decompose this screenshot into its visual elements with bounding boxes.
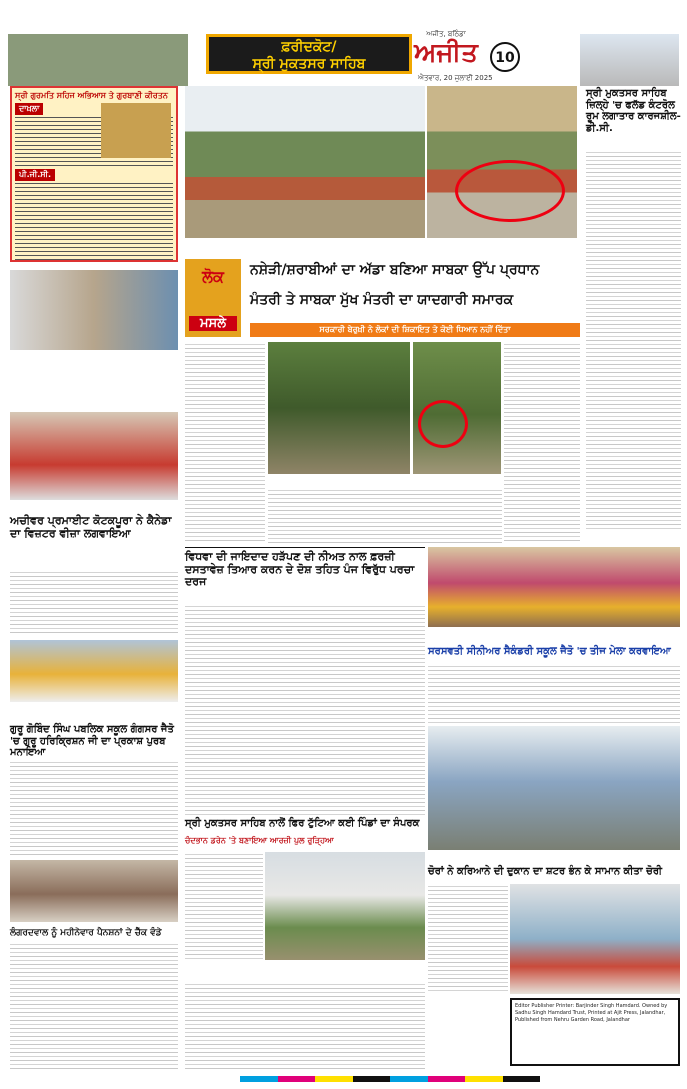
bridge-text-col2 xyxy=(185,982,425,1070)
main-story-col2 xyxy=(268,488,502,544)
teej-headline: ਸਰਸਵਤੀ ਸੀਨੀਅਰ ਸੈਕੰਡਰੀ ਸਕੂਲ ਜੈਤੋ 'ਚ ਤੀਜ ਮੇਲਾ ਕਰਵਾਇਆ xyxy=(428,646,671,657)
main-subhead: ਸਰਕਾਰੀ ਬੇਰੁਖ਼ੀ ਨੇ ਲੋਕਾਂ ਦੀ ਸ਼ਿਕਾਇਤ ਤੇ ਕੋਈ ਧਿਆਨ ਨਹੀਂ ਦਿੱਤਾ xyxy=(250,323,580,337)
teej-text xyxy=(428,664,680,724)
advertisement xyxy=(10,86,178,262)
langar-photo xyxy=(10,860,178,922)
achiever-text xyxy=(10,570,178,634)
achiever-headline: ਅਚੀਵਰ ਪ੍ਰਮਾਈਟ ਕੋਟਕਪੂਰਾ ਨੇ ਕੈਨੇਡਾ ਦਾ ਵਿਜ਼ਟਰ ਵੀਜ਼ਾ ਲਗਵਾਇਆ xyxy=(10,514,172,540)
highlight-circle xyxy=(455,160,565,222)
lok-label: ਲੋਕ xyxy=(202,267,224,286)
ac-repair-caption xyxy=(10,352,178,410)
section-title xyxy=(206,34,412,74)
shop-photo xyxy=(510,884,680,994)
ac-repair-photo xyxy=(10,270,178,350)
bridge-caption xyxy=(265,962,425,980)
color-registration-bar xyxy=(240,1076,540,1082)
ad-body-text-2 xyxy=(15,183,173,263)
divider xyxy=(185,547,425,548)
langar-headline: ਲੰਗਰਦਵਾਲ ਨੂੰ ਮਹੀਨੇਵਾਰ ਪੈਨਸ਼ਨਾਂ ਦੇ ਚੈੱਕ ਵੰਡੇ xyxy=(10,928,162,938)
guru-school-photo xyxy=(10,640,178,702)
right-headline: ਸ੍ਰੀ ਮੁਕਤਸਰ ਸਾਹਿਬ ਜ਼ਿਲ੍ਹੇ 'ਚ ਫਲੱਡ ਕੰਟਰੋਲ ਰੂਮ ਲਗਾਤਾਰ ਕਾਰਜਸ਼ੀਲ-ਡੀ.ਸੀ. xyxy=(586,88,681,134)
main-story-col4 xyxy=(504,342,580,544)
main-headline-2: ਮੰਤਰੀ ਤੇ ਸਾਬਕਾ ਮੁੱਖ ਮੰਤਰੀ ਦਾ ਯਾਦਗਾਰੀ ਸਮਾਰਕ xyxy=(250,292,514,308)
selfie-caption xyxy=(428,852,680,862)
ad-photo xyxy=(101,103,171,158)
lok-masle-badge xyxy=(185,259,241,337)
overgrowth-photo-1 xyxy=(268,342,410,474)
section-title-line1: ਫ਼ਰੀਦਕੋਟ/ xyxy=(281,39,337,55)
achiever-photo xyxy=(10,412,178,500)
achiever-caption xyxy=(10,502,178,512)
brand xyxy=(410,30,482,76)
bridge-subhead: ਚੰਦਭਾਨ ਡਰੇਨ 'ਤੇ ਬਣਾਇਆ ਆਰਜ਼ੀ ਪੁਲ ਰੁੜ੍ਹਿਆ xyxy=(185,836,334,845)
guru-school-caption xyxy=(10,704,178,720)
theft-headline: ਚੋਰਾਂ ਨੇ ਕਰਿਆਨੇ ਦੀ ਦੁਕਾਨ ਦਾ ਸ਼ਟਰ ਭੰਨ ਕੇ ਸਾਮਾਨ ਕੀਤਾ ਚੋਰੀ xyxy=(428,866,663,877)
widow-headline: ਵਿਧਵਾ ਦੀ ਜਾਇਦਾਦ ਹੜੱਪਣ ਦੀ ਨੀਅਤ ਨਾਲ ਫ਼ਰਜ਼ੀ ਦਸਤਾਵੇਜ਼ ਤਿਆਰ ਕਰਨ ਦੇ ਦੋਸ਼ ਤਹਿਤ ਪੰਜ ਵਿਰੁੱਧ ਪਰਚਾ ਦਰਜ xyxy=(185,550,415,589)
memorial-photo-1 xyxy=(185,86,425,238)
issue-date: ਐਤਵਾਰ, 20 ਜੁਲਾਈ 2025 xyxy=(418,74,493,82)
teej-photo xyxy=(428,547,680,627)
masle-label: ਮਸਲੇ xyxy=(189,316,237,331)
theft-text xyxy=(428,884,508,994)
teej-caption xyxy=(428,628,680,642)
guru-text xyxy=(10,760,178,858)
highlight-circle-2 xyxy=(418,400,468,448)
ad-tag: ਦਾਖ਼ਲਾ xyxy=(15,103,43,115)
main-story-col1 xyxy=(185,342,265,544)
imprint-box xyxy=(510,998,680,1066)
bridge-photo xyxy=(265,852,425,960)
main-headline-1: ਨਸ਼ੇੜੀ/ਸ਼ਰਾਬੀਆਂ ਦਾ ਅੱਡਾ ਬਣਿਆ ਸਾਬਕਾ ਉੱਪ ਪ੍ਰਧਾਨ xyxy=(250,262,540,278)
ad-label: ਪੀ.ਜੀ.ਸੀ. xyxy=(15,169,55,181)
widow-text xyxy=(185,604,425,816)
selfie-photo xyxy=(428,726,680,850)
ad-title: ਸ੍ਰੀ ਗੁਰਮਤਿ ਸਹਿਜ ਅਭਿਆਸ ਤੇ ਗੁਰਬਾਣੀ ਕੀਰਤਨ xyxy=(15,91,168,100)
guru-headline: ਗੁਰੂ ਗੋਬਿੰਦ ਸਿੰਘ ਪਬਲਿਕ ਸਕੂਲ ਗੰਗਸਰ ਜੈਤੋ 'ਚ ਗੁਰੂ ਹਰਿਕ੍ਰਿਸ਼ਨ ਜੀ ਦਾ ਪ੍ਰਕਾਸ਼ ਪੁਰਬ ਮਨਾਇਆ xyxy=(10,724,174,758)
brand-edition: ਅਜੀਤ, ਬਠਿੰਡਾ xyxy=(426,30,466,38)
brand-logo: ਅਜੀਤ xyxy=(414,38,478,68)
right-story-text xyxy=(586,150,681,530)
overgrowth-caption xyxy=(268,476,502,486)
masthead-photo-left xyxy=(8,34,188,86)
prepress-strip xyxy=(0,0,687,10)
langar-text xyxy=(10,942,178,1070)
page-number: 10 xyxy=(490,42,520,72)
imprint-text: Editor Publisher Printer: Barjinder Singh Hamdard. Owned by Sadhu Singh Hamdard Trust, Printed at Ajit Press, Jalandhar, Published from Nehru Garden Road, Jalandhar xyxy=(515,1003,668,1023)
bridge-text-col1 xyxy=(185,852,263,960)
masthead-photo-right xyxy=(580,34,679,86)
bridge-headline: ਸ੍ਰੀ ਮੁਕਤਸਰ ਸਾਹਿਬ ਨਾਲੋਂ ਫਿਰ ਟੁੱਟਿਆ ਕਈ ਪਿੰਡਾਂ ਦਾ ਸੰਪਰਕ xyxy=(185,818,420,829)
main-photo-caption xyxy=(185,240,577,256)
section-title-line2: ਸ੍ਰੀ ਮੁਕਤਸਰ ਸਾਹਿਬ xyxy=(252,56,366,72)
